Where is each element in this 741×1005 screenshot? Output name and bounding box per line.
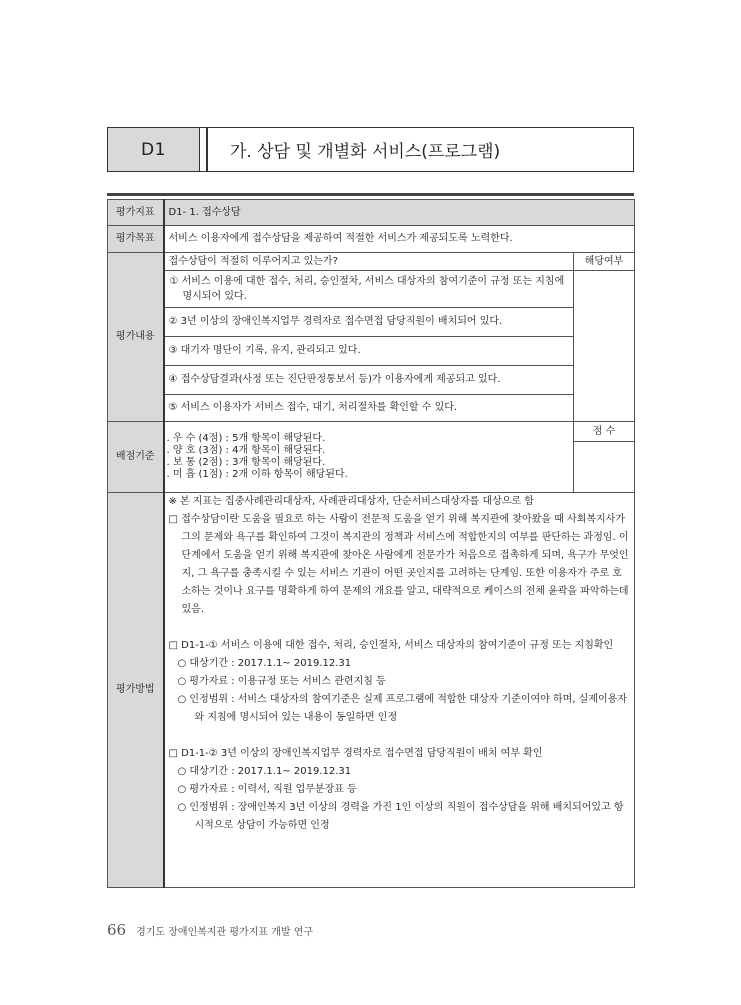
score-line-good: . 양 호 (3점) : 4개 항목이 해당된다. — [166, 445, 326, 456]
objective-value: 서비스 이용자에게 접수상담을 제공하여 적절한 서비스가 제공되도록 노력한다. — [164, 226, 635, 253]
method-section-title: □ D1-1-① 서비스 이용에 대한 접수, 처리, 승인절차, 서비스 대상자의 참여기준이 규정 또는 지침확인 — [168, 640, 614, 651]
content-item-row — [108, 395, 635, 422]
method-period: ○ 대상기간 : 2017.1.1~ 2019.12.31 — [177, 766, 352, 777]
section-title: 가. 상담 및 개별화 서비스(프로그램) — [230, 142, 501, 162]
page-footer — [107, 921, 313, 939]
section-title-box — [206, 127, 634, 172]
publication-title: 경기도 장애인복지관 평가지표 개발 연구 — [136, 927, 314, 938]
score-line-excellent: . 우 수 (4점) : 5개 항목이 해당된다. — [166, 433, 326, 444]
method-section-2 — [169, 745, 631, 835]
score-cell — [574, 442, 635, 493]
method-scope: ○ 인정범위 : 장애인복지 3년 이상의 경력을 가진 1인 이상의 직원이 접수상담을 위해 배치되어있고 항시적으로 상담이 가능하면 인정 — [177, 802, 624, 831]
section-code-box — [107, 127, 200, 172]
content-item-3: ③ 대기자 명단이 기록, 유지, 관리되고 있다. — [164, 337, 574, 366]
content-item-row — [108, 337, 635, 366]
section-code: D1 — [141, 139, 166, 160]
content-item-row — [108, 366, 635, 395]
method-section-title: □ D1-1-② 3년 이상의 장애인복지업무 경력자로 접수면접 담당직원이 배치 여부 확인 — [168, 748, 543, 759]
score-header: 점 수 — [574, 422, 635, 442]
method-section-1 — [169, 637, 631, 727]
scoring-criteria — [164, 422, 574, 493]
method-scope: ○ 인정범위 : 서비스 대상자의 참여기준은 실제 프로그램에 적합한 대상자 기준이여야 하며, 실제이용자와 지침에 명시되어 있는 내용이 동일하면 인정 — [177, 694, 627, 723]
content-item-2: ② 3년 이상의 장애인복지업무 경력자로 접수면접 담당직원이 배치되어 있다. — [164, 308, 574, 337]
indicator-label: 평가지표 — [108, 200, 164, 226]
objective-row — [108, 226, 635, 253]
method-label: 평가방법 — [108, 493, 164, 888]
score-line-average: . 보 통 (2점) : 3개 항목이 해당된다. — [166, 457, 326, 468]
content-question: 접수상담이 적절히 이루어지고 있는가? — [164, 253, 574, 271]
page-number: 66 — [107, 921, 127, 939]
check-cell — [574, 271, 635, 422]
scoring-label: 배점기준 — [108, 422, 164, 493]
content-question-row — [108, 253, 635, 271]
scoring-row — [108, 422, 635, 442]
method-body — [164, 493, 635, 888]
check-header: 해당여부 — [574, 253, 635, 271]
table-top-rule — [107, 193, 634, 196]
objective-label: 평가목표 — [108, 226, 164, 253]
content-label: 평가내용 — [108, 253, 164, 422]
method-material: ○ 평가자료 : 이용규정 또는 서비스 관련지침 등 — [177, 676, 386, 687]
indicator-row — [108, 200, 635, 226]
method-material: ○ 평가자료 : 이력서, 직원 업무분장표 등 — [177, 784, 357, 795]
method-definition: □ 접수상담이란 도움을 필요로 하는 사람이 전문적 도움을 얻기 위해 복지관에 찾아왔을 때 사회복지사가 그의 문제와 욕구를 확인하여 그것이 복지관의 정책과 서비스에 적합한지의 여부를 판단하는 과정임. 이 단계에서 도움을 얻기 위해 복지관에 찾아온 사람에게 전문가가 처음으로 접촉하게 되며, 욕구가 무엇인지, 그 욕구를 충족시킬 수 있는 서비스 기관이 어떤 곳인지를 고려하는 단계임. 또한 이용자가 주로 호소하는 것이나 요구를 명확하게 하여 문제의 개요를 알고, 대략적으로 케이스의 전체 윤곽을 파악하는데 있음. — [168, 514, 629, 615]
content-item-row — [108, 308, 635, 337]
content-item-5: ⑤ 서비스 이용자가 서비스 접수, 대기, 처리절차를 확인할 수 있다. — [164, 395, 574, 422]
content-item-4: ④ 접수상담결과(사정 또는 진단판정통보서 등)가 이용자에게 제공되고 있다. — [164, 366, 574, 395]
content-item-row — [108, 271, 635, 308]
method-note: ※ 본 지표는 집중사례관리대상자, 사례관리대상자, 단순서비스대상자를 대상으로 함 — [168, 496, 534, 507]
method-period: ○ 대상기간 : 2017.1.1~ 2019.12.31 — [177, 658, 352, 669]
evaluation-table — [107, 199, 635, 888]
method-row — [108, 493, 635, 888]
content-item-1: ① 서비스 이용에 대한 접수, 처리, 승인절차, 서비스 대상자의 참여기준이 규정 또는 지침에 명시되어 있다. — [169, 275, 565, 302]
score-line-poor: . 미 흡 (1점) : 2개 이하 항목이 해당된다. — [166, 469, 348, 480]
indicator-value: D1- 1. 접수상담 — [164, 200, 635, 226]
